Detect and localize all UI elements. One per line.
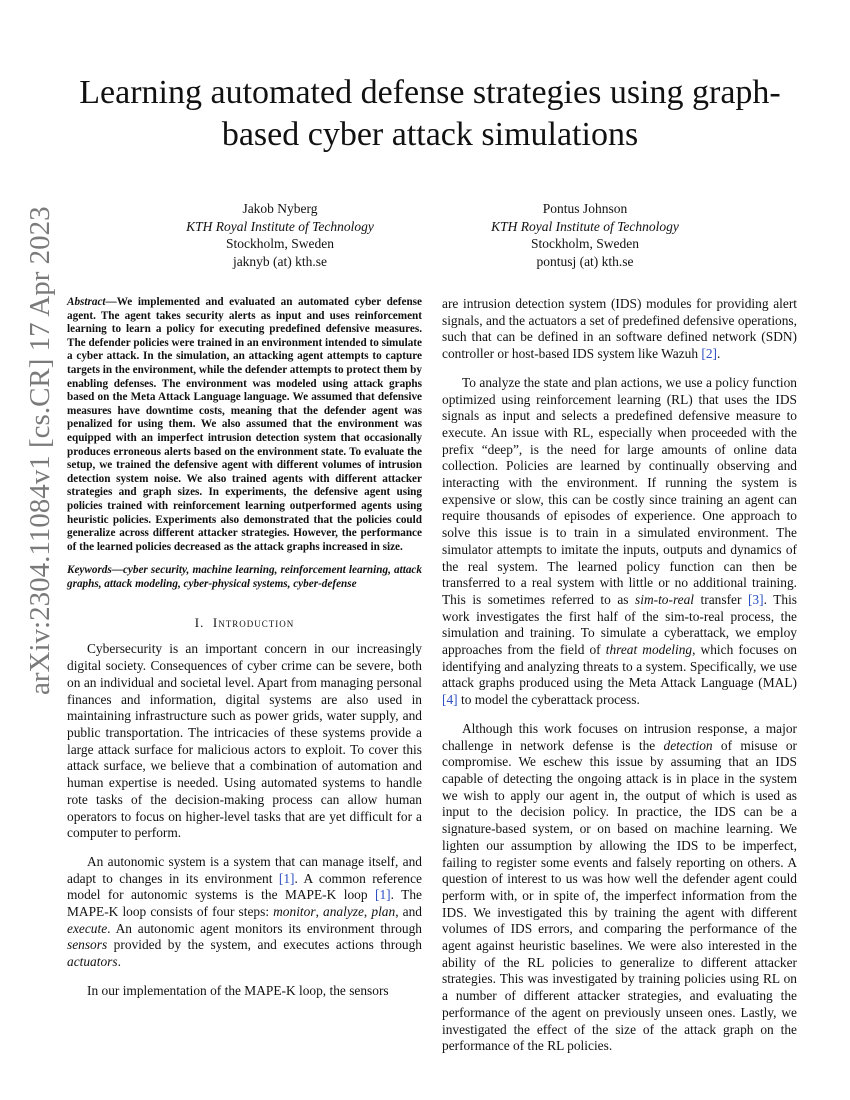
text-span: . <box>717 346 721 362</box>
keywords-text: —cyber security, machine learning, reinforcement learning, attack graphs, attack modeling, cyber-physical systems, cyber-defense <box>67 564 422 590</box>
citation-link[interactable]: [3] <box>747 591 764 607</box>
text-span: An autonomic system is a system that can manage itself, and adapt to changes in its environment <box>67 853 422 886</box>
text-span: . The MAPE-K loop consists of four steps: <box>67 887 422 920</box>
keywords <box>67 564 422 591</box>
text-span: transfer <box>694 591 748 607</box>
keywords-label: Keywords <box>67 564 112 577</box>
abstract-label: Abstract <box>67 296 106 308</box>
intro-paragraph-3-continued <box>442 296 797 363</box>
left-column <box>67 296 422 1012</box>
paper-title: Learning automated defense strategies using graph-based cyber attack simulations <box>79 74 781 153</box>
intro-paragraph-1: Cybersecurity is an important concern in our increasingly digital society. Consequences of cyber crime can be severe, both on an individual and societal level. Apart from managing personal finances and information, digital systems are also used in maintaining infrastructure such as power grids, water supply, and public transportation. The intricacies of these systems provide a large attack surface for malicious actors to exploit. To cover this attack surface, we believe that a combination of automation and human expertise is needed. Using automated systems to handle rote tasks of the decision-making process can allow human operators to focus on higher-level tasks that are yet difficult for a computer to perform. <box>67 641 422 841</box>
text-span: . <box>117 954 121 970</box>
section-title: Introduction <box>212 615 295 631</box>
arxiv-identifier: arXiv:2304.11084v1 [cs.CR] 17 Apr 2023 <box>24 206 56 695</box>
text-span: provided by the system, and executes actions through <box>107 937 422 953</box>
text-span: of misuse or compromise. We eschew this issue by assuming that an IDS capable of detecting the ongoing attack is in place in the system we wish to apply our agent in, the output of which is used as input to the decision policy. In practice, the IDS can be a signature-based system, or on based on machine learning. We lighten our assumption by allowing the IDS to be imperfect, failing to register some events and falsely reporting on others. A question of interest to us was how well the defender agent could perform with, or in spite of, the imperfect information from the IDS. We investigated this by training the agent with different volumes of IDS errors, and comparing the performance of the agent against heuristic baselines. We were also interested in the ability of the RL policies to generalize to different attacker strategies. This was investigated by training policies using RL on a number of different attacker strategies, and evaluating the performance of the agent on previously unseen ones. Lastly, we investigated the effect of the size of the attack graph on the performance of the RL policies. <box>442 737 797 1054</box>
emphasis: sim-to-real <box>635 591 695 607</box>
text-span: . An autonomic agent monitors its environment through <box>107 920 422 936</box>
text-span: , and <box>395 904 422 920</box>
text-span: To analyze the state and plan actions, we use a policy function optimized using reinforcement learning (RL) that uses the IDS signals as input and selects a predefined defensive measure to execute. An issue with RL, especially when proceeded with the prefix “deep”, is the need for large amounts of online data collection. Policies are learned by continually observing and interacting with the environment. If running the system is expensive or slow, this can be costly since training an agent can require thousands of episodes of experience. One approach to solve this issue is to train in a simulated environment. The simulator attempts to imitate the inputs, outputs and dynamics of the real system. The learned policy function can then be transferred to a real system with little or no additional training. This is sometimes referred to as <box>442 374 797 607</box>
emphasis: plan <box>371 904 396 920</box>
abstract-text: —We implemented and evaluated an automated cyber defense agent. The agent takes security alerts as input and uses reinforcement learning to learn a policy for executing predefined defensive measures. The defender policies were trained in an environment intended to simulate a cyber attack. In the simulation, an attacking agent attempts to capture targets in the environment, while the defender attempts to protect them by enabling defenses. The environment was modeled using attack graphs based on the Meta Attack Language language. We assumed that defensive measures have downtime costs, meaning that the defender agent was penalized for using them. We also assumed that the environment was equipped with an imperfect intrusion detection system that occasionally produces erroneous alerts based on the environment state. To evaluate the setup, we trained the defensive agent with different volumes of intrusion detection system noise. We also trained agents with different attacker strategies and graph sizes. In experiments, the defensive agent using policies trained with reinforcement learning outperformed agents using heuristic policies. Experiments also demonstrated that the policies could generalize across different attacker strategies. However, the performance of the learned policies decreased as the attack graphs increased in size. <box>67 296 422 553</box>
section-number: I. <box>194 615 205 631</box>
text-span: . A common reference model for autonomic systems is the MAPE-K loop <box>67 870 423 903</box>
emphasis: execute <box>67 920 108 936</box>
right-column <box>442 296 797 1067</box>
intro-paragraph-4 <box>442 375 797 709</box>
author-block <box>150 200 410 270</box>
emphasis: sensors <box>67 937 108 953</box>
text-span: , which focuses on identifying and analyzing threats to a system. Specifically, we use attack graphs produced using the Meta Attack Language (MAL) <box>442 642 797 691</box>
author-email: jaknyb (at) kth.se <box>232 253 328 269</box>
author-affiliation: KTH Royal Institute of Technology <box>491 218 679 234</box>
citation-link[interactable]: [2] <box>701 346 717 362</box>
emphasis: analyze <box>323 904 364 920</box>
author-email: pontusj (at) kth.se <box>536 253 634 269</box>
citation-link[interactable]: [4] <box>442 692 458 708</box>
author-block <box>455 200 715 270</box>
text-span: . This work investigates the first half of the sim-to-real process, the simulation and training. To simulate a cyberattack, we employ approaches from the field of <box>442 591 797 658</box>
text-span: Although this work focuses on intrusion response, a major challenge in network defense is the <box>442 720 797 753</box>
text-span: are intrusion detection system (IDS) modules for providing alert signals, and the actuators a set of predefined defensive operations, such that can be defined in an software defined network (SDN) controller or host-based IDS system like Wazuh <box>442 296 797 362</box>
author-location: Stockholm, Sweden <box>531 236 639 251</box>
emphasis: threat modeling <box>605 642 693 658</box>
emphasis: monitor <box>273 904 316 920</box>
author-affiliation: KTH Royal Institute of Technology <box>186 218 374 234</box>
emphasis: detection <box>663 737 713 753</box>
text-span: , <box>315 904 324 920</box>
author-name: Jakob Nyberg <box>242 201 318 216</box>
citation-link[interactable]: [1] <box>375 887 391 903</box>
text-span: , <box>363 904 372 920</box>
text-span: to model the cyberattack process. <box>457 692 640 708</box>
abstract <box>67 296 422 554</box>
intro-paragraph-2 <box>67 854 422 971</box>
intro-paragraph-3: In our implementation of the MAPE-K loop, the sensors <box>87 982 389 998</box>
intro-paragraph-5 <box>442 721 797 1055</box>
section-heading <box>67 615 422 631</box>
author-location: Stockholm, Sweden <box>226 236 334 251</box>
emphasis: actuators <box>67 954 118 970</box>
citation-link[interactable]: [1] <box>278 870 295 886</box>
author-name: Pontus Johnson <box>542 201 628 216</box>
